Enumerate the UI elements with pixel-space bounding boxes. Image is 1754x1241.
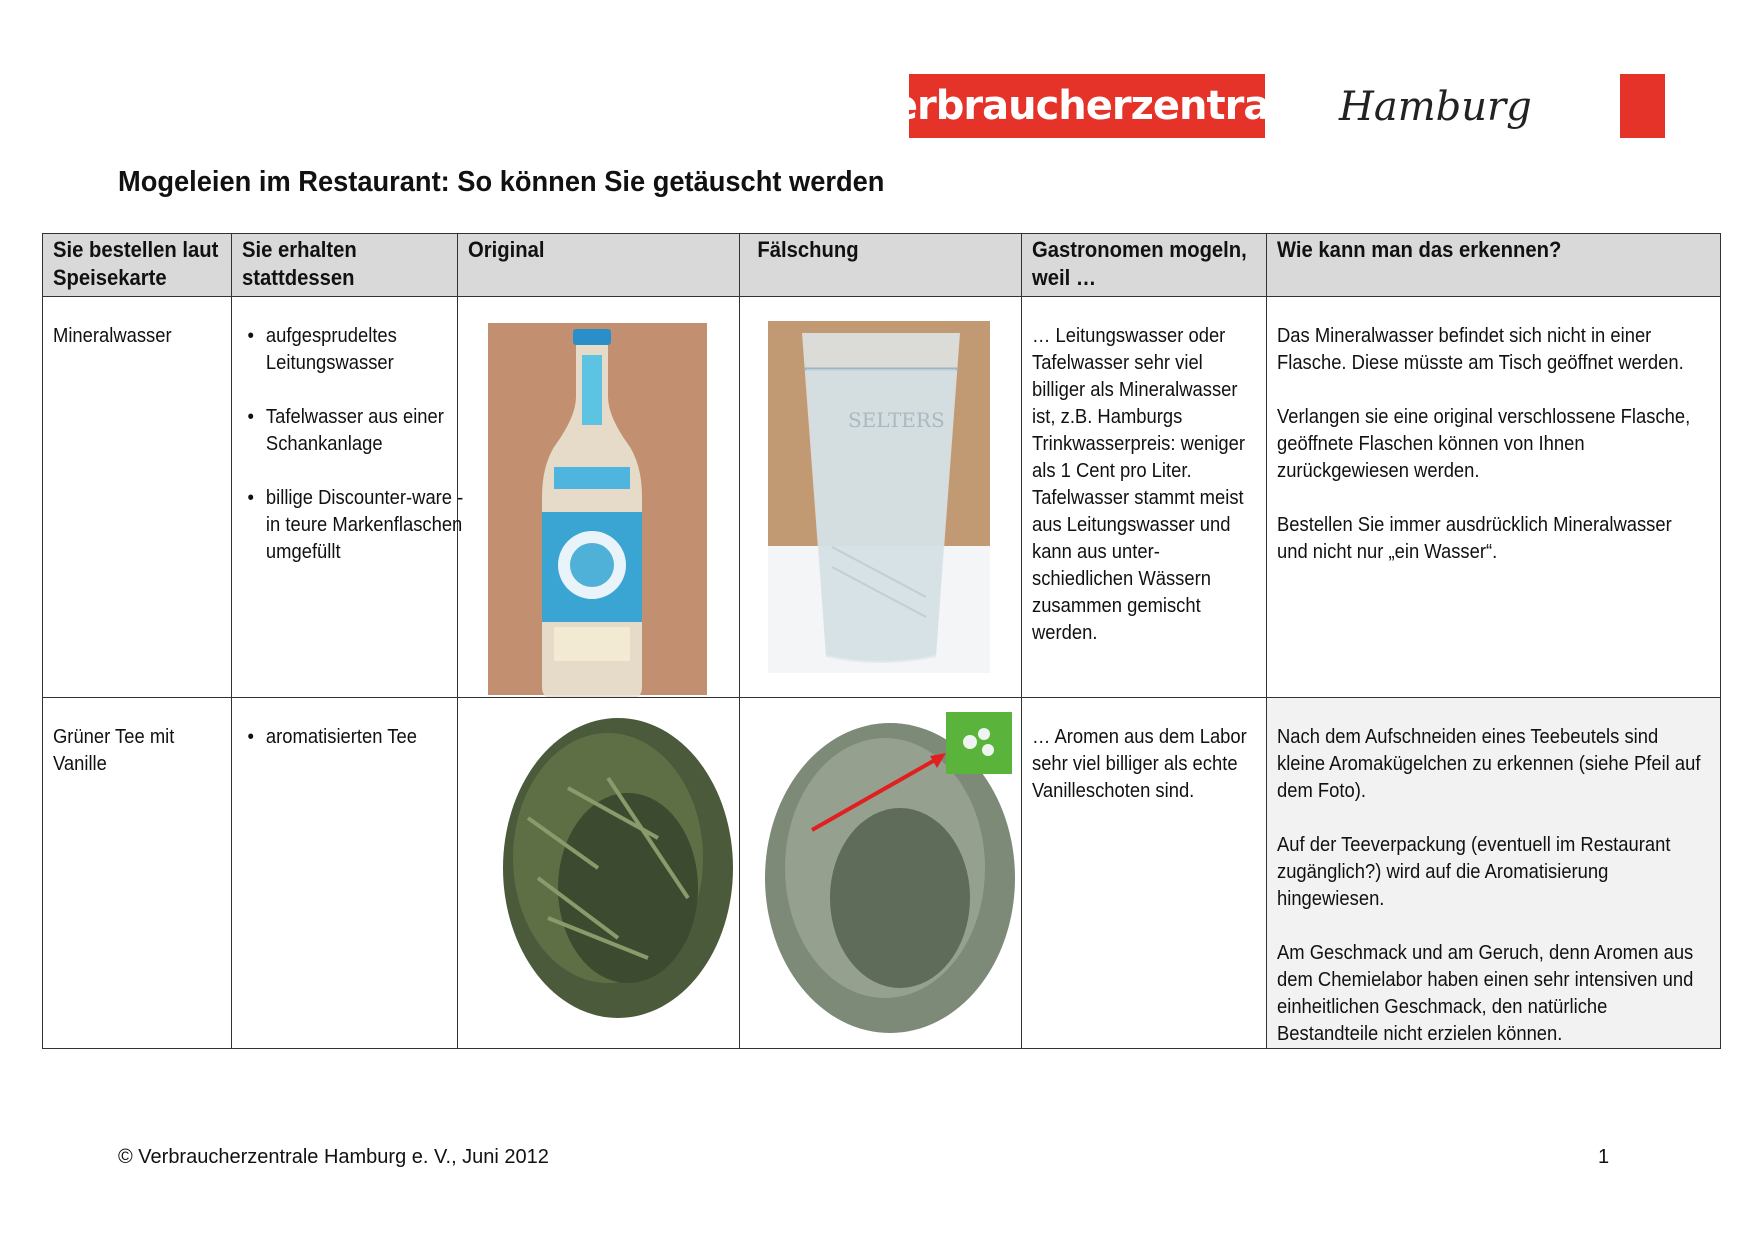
flavored-tea-image — [740, 698, 1022, 1042]
table-row — [43, 698, 1721, 1049]
svg-text:SELTERS: SELTERS — [848, 408, 945, 432]
cell-fake-image — [740, 698, 1022, 1049]
cell-detect — [1267, 297, 1721, 698]
cell-original-image — [458, 297, 740, 698]
list-item: • billige Discounter-ware - in teure Markenflaschen umgefüllt — [266, 485, 470, 566]
page-number: 1 — [1598, 1146, 1610, 1168]
list-item: • Tafelwasser aus einer Schankanlage — [266, 404, 470, 458]
cell-order: Grüner Tee mit Vanille — [43, 698, 232, 1049]
cell-reason: … Leitungswasser oder Tafelwasser sehr viel billiger als Mineralwasser ist, z.B. Hamburgs Trinkwasserpreis: weniger als 1 Cent pro Liter. Tafelwasser stammt meist aus Leitungswasser und kann aus unter-schiedlichen Wässern zusammen gemischt werden. — [1022, 297, 1267, 698]
cell-reason: … Aromen aus dem Labor sehr viel billiger als echte Vanilleschoten sind. — [1022, 698, 1267, 1049]
comparison-table — [42, 233, 1721, 1049]
detect-paragraph: Am Geschmack und am Geruch, denn Aromen aus dem Chemielabor haben einen sehr intensiven und einheitlichen Geschmack, den natürliche Bestandteile nicht erzielen können. — [1277, 942, 1694, 1045]
detect-paragraph: Auf der Teeverpackung (eventuell im Restaurant zugänglich?) wird auf die Aromatisierung hingewiesen. — [1277, 834, 1671, 910]
header-detect: Wie kann man das erkennen? — [1267, 234, 1721, 297]
cell-order: Mineralwasser — [43, 297, 232, 698]
table-row — [43, 297, 1721, 698]
footer-copyright: © Verbraucherzentrale Hamburg e. V., Juni 2012 — [118, 1146, 549, 1168]
header-reason: Gastronomen mogeln, weil … — [1022, 234, 1267, 297]
header-fake: Fälschung — [740, 234, 1022, 297]
header-received: Sie erhalten stattdessen — [232, 234, 458, 297]
table-header-row — [43, 234, 1721, 297]
svg-text:Hamburg: Hamburg — [1339, 84, 1532, 130]
glass-of-water-image — [740, 297, 1022, 697]
detect-paragraph: Bestellen Sie immer ausdrücklich Mineralwasser und nicht nur „ein Wasser“. — [1277, 514, 1672, 563]
page-title: Mogeleien im Restaurant: So können Sie getäuscht werden — [118, 166, 885, 198]
header-original: Original — [458, 234, 740, 297]
hamburg-script-logo — [1335, 78, 1555, 138]
cell-received — [232, 297, 464, 698]
verbraucherzentrale-logo: verbraucherzentrale — [909, 74, 1265, 138]
detect-paragraph: Nach dem Aufschneiden eines Teebeutels sind kleine Aromakügelchen zu erkennen (siehe Pfeil auf dem Foto). — [1277, 726, 1701, 802]
cell-original-image — [458, 698, 740, 1049]
detect-paragraph: Das Mineralwasser befindet sich nicht in einer Flasche. Diese müsste am Tisch geöffnet werden. — [1277, 325, 1684, 374]
received-list — [242, 724, 470, 751]
received-list — [242, 323, 470, 566]
list-item: • aromatisierten Tee — [266, 724, 470, 751]
cell-received — [232, 698, 458, 1049]
cell-fake-image — [740, 297, 1022, 698]
cell-detect — [1267, 698, 1721, 1049]
header-order: Sie bestellen laut Speisekarte — [43, 234, 232, 297]
brand-square — [1620, 74, 1665, 138]
loose-green-tea-image — [458, 698, 740, 1042]
bottle-image — [458, 297, 740, 697]
detect-paragraph: Verlangen sie eine original verschlossene Flasche, geöffnete Flaschen können von Ihnen zurückgewiesen werden. — [1277, 406, 1691, 482]
list-item: • aufgesprudeltes Leitungswasser — [266, 323, 470, 377]
